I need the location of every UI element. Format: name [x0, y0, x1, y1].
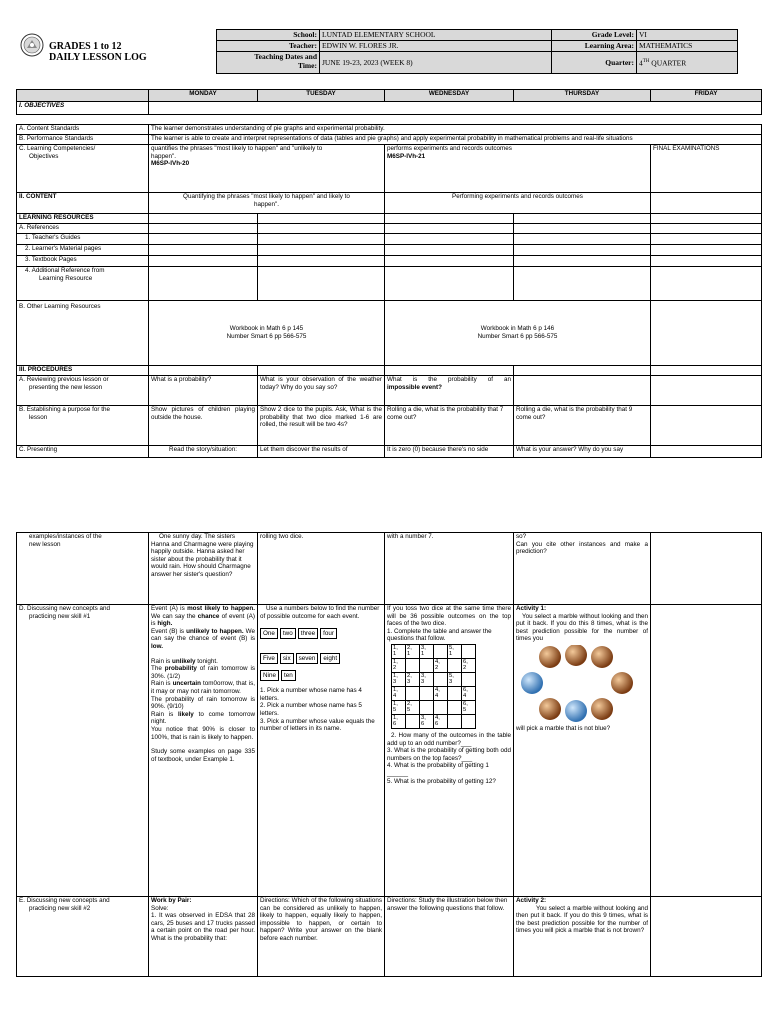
- number-words-row-3: [260, 670, 382, 681]
- area-value: MATHEMATICS: [637, 41, 738, 52]
- procedures-label: III. PROCEDURES: [17, 366, 149, 376]
- grade-value: VI: [637, 30, 738, 41]
- p2-e-wed: Directions: Study the illustration below then answer the following questions that follow.: [385, 897, 514, 977]
- lesson-table-page1: [16, 89, 762, 458]
- number-words-row-1: [260, 628, 382, 639]
- dice-grid-row: [392, 672, 476, 686]
- competency-wt-code: M6SP-IVh-21: [387, 152, 426, 160]
- proc-b-mon: Show pictures of children playing outside the house.: [149, 406, 258, 446]
- p2-e-label-2: practicing new skill #2: [29, 904, 91, 912]
- content-mon-tue: [149, 193, 385, 214]
- competencies-label-2: Objectives: [29, 152, 59, 160]
- p2-c-thu-2: Can you cite other instances and make a prediction?: [516, 540, 648, 556]
- day-header-wednesday: WEDNESDAY: [385, 90, 514, 102]
- proc-a-label-1: A. Reviewing previous lesson or: [19, 376, 109, 383]
- additional-reference-label: [17, 267, 149, 301]
- d-tue-q2: 2. Pick a number whose name has 5 letters.: [260, 702, 362, 717]
- d-wed-q5: 5. What is the probability of getting 12?: [387, 777, 496, 785]
- marble-brown: [591, 646, 613, 668]
- p2-e-label: [17, 897, 149, 977]
- dice-grid-row: [392, 714, 476, 728]
- marble-brown: [539, 698, 561, 720]
- p2-c-tue: rolling two dice.: [258, 533, 385, 605]
- dice-outcome-table: [391, 644, 476, 729]
- deped-seal-icon: [20, 33, 44, 57]
- marble-brown: [611, 672, 633, 694]
- dice-grid-cell: 3, 3: [420, 672, 434, 686]
- p2-d-wed: [385, 605, 514, 897]
- dice-grid-row: [392, 686, 476, 700]
- marble-brown: [565, 645, 587, 666]
- p2-d-tue: [258, 605, 385, 897]
- e-mon-text: 1. It was observed in EDSA that 28 cars, 25 buses and 17 trucks passed a certain point on the road per hour. What is the probability that:: [151, 912, 255, 942]
- additional-ref-1: 4. Additional Reference from: [25, 267, 105, 274]
- p2-d-label: [17, 605, 149, 897]
- objectives-cell: [149, 102, 762, 115]
- content-mt-2: happen".: [254, 200, 279, 208]
- content-standards-text: The learner demonstrates understanding of pie graphs and experimental probability.: [149, 125, 762, 135]
- other-resources-label: B. Other Learning Resources: [17, 301, 149, 366]
- dice-grid-cell: [462, 644, 476, 658]
- d-thu-text: You select a marble without looking and then put it back. If you do this 8 times, what is the best prediction possible for the number of times you: [516, 612, 648, 643]
- day-header-friday: FRIDAY: [651, 90, 762, 102]
- proc-b-thu: Rolling a die, what is the probability that 9 come out?: [514, 406, 651, 446]
- title-line-2: DAILY LESSON LOG: [49, 52, 147, 63]
- proc-c-thu: What is your answer? Why do you say: [514, 446, 651, 458]
- dice-grid-cell: 1, 6: [392, 714, 406, 728]
- e-mon-solve: Solve:: [151, 904, 169, 912]
- d-mon-p7: Rain is likely to come tomorrow night.: [151, 710, 256, 726]
- dice-grid-cell: [406, 714, 420, 728]
- proc-a-label: [17, 376, 149, 406]
- p2-c-label-1: examples/instances of the: [29, 533, 102, 540]
- marble-brown: [591, 698, 613, 720]
- d-mon-p2: Event (B) is unlikely to happen. We can say the chance of event (B) is low.: [151, 627, 256, 650]
- p2-e-label-1: E. Discussing new concepts and: [19, 897, 110, 904]
- number-words-row-2: [260, 653, 382, 664]
- dice-grid-row: [392, 658, 476, 672]
- marble-blue: [521, 672, 543, 694]
- proc-b-label: [17, 406, 149, 446]
- dice-grid-cell: [420, 700, 434, 714]
- quarter-value: [637, 52, 738, 74]
- quarter-label: Quarter:: [552, 52, 637, 74]
- d-thu-title: Activity 1:: [516, 605, 547, 612]
- content-wed-thu: Performing experiments and records outcomes: [385, 193, 651, 214]
- competency-wed-thu: [385, 145, 651, 193]
- workbook-mt: Workbook in Math 6 p 145: [229, 325, 304, 333]
- dice-grid-cell: 2, 1: [406, 644, 420, 658]
- dice-grid-row: [392, 644, 476, 658]
- competency-fri: FINAL EXAMINATIONS: [651, 145, 762, 193]
- p2-c-mon: One sunny day. The sisters Hanna and Charmagne were playing happily outside. Hanna asked her sister about the probability that it would rain. How should Charmagne answer her sister's question?: [149, 533, 258, 605]
- proc-a-label-2: presenting the new lesson: [29, 383, 103, 391]
- dates-label: [217, 52, 320, 74]
- proc-a-tue: What is your observation of the weather today? Why do you say so?: [258, 376, 385, 406]
- school-label: School:: [217, 30, 320, 41]
- proc-c-label: C. Presenting: [17, 446, 149, 458]
- number-word-box: three: [298, 628, 318, 639]
- area-label: Learning Area:: [552, 41, 637, 52]
- d-mon-p3: Rain is unlikely tonight.: [151, 657, 218, 665]
- d-wed-q1: 1. Complete the table and answer the questions that follow.: [387, 627, 492, 643]
- dice-grid-cell: [420, 686, 434, 700]
- dice-grid-cell: [448, 686, 462, 700]
- e-thu-title: Activity 2:: [516, 897, 547, 904]
- d-tue-intro: Use a numbers below to find the number of possible outcome for each event.: [260, 605, 380, 620]
- spacer-row: [17, 115, 762, 125]
- p2-c-thu: [514, 533, 651, 605]
- numbersmart-wt: Number Smart 6 pp 566-575: [477, 333, 558, 340]
- other-resources-mon-tue: [149, 301, 385, 366]
- dice-grid-cell: 1, 4: [392, 686, 406, 700]
- d-wed-q4: 4. What is the probability of getting 1 ______: [387, 762, 489, 777]
- dice-grid-cell: [448, 700, 462, 714]
- content-mt-1: Quantifying the phrases "most likely to happen" and likely to: [183, 193, 350, 200]
- dice-grid-cell: 6, 2: [462, 658, 476, 672]
- dice-grid-cell: [448, 714, 462, 728]
- dice-grid-cell: [434, 672, 448, 686]
- dice-grid-cell: 1, 1: [392, 644, 406, 658]
- number-word-box: Nine: [260, 670, 279, 681]
- number-word-box: Five: [260, 653, 278, 664]
- p2-c-label-2: new lesson: [29, 540, 61, 548]
- p2-d-thu: [514, 605, 651, 897]
- d-thu-after: will pick a marble that is not blue?: [516, 724, 611, 732]
- proc-b-label-1: B. Establishing a purpose for the: [19, 406, 111, 413]
- dice-grid-cell: [462, 672, 476, 686]
- dice-grid-cell: 2, 5: [406, 700, 420, 714]
- competencies-label-1: C. Learning Competencies/: [19, 145, 96, 152]
- p2-d-mon: [149, 605, 258, 897]
- competency-wt-1: performs experiments and records outcomes: [387, 145, 512, 152]
- teacher-value: EDWIN W. FLORES JR.: [320, 41, 552, 52]
- objectives-label: I. OBJECTIVES: [17, 102, 149, 115]
- dice-grid-cell: 6, 4: [462, 686, 476, 700]
- quarter-sup: TH: [642, 59, 650, 65]
- p2-c-wed: with a number 7.: [385, 533, 514, 605]
- d-wed-q2: 2. How many of the outcomes in the table add up to an odd number?___: [387, 731, 511, 747]
- dice-grid-cell: [420, 658, 434, 672]
- p2-c-thu-1: so?: [516, 533, 527, 540]
- number-word-box: four: [320, 628, 337, 639]
- dice-grid-cell: [434, 700, 448, 714]
- number-word-box: six: [280, 653, 294, 664]
- proc-b-wed: Rolling a die, what is the probability that 7 come out?: [385, 406, 514, 446]
- content-fri: [651, 193, 762, 214]
- dice-grid-cell: [406, 686, 420, 700]
- proc-c-mon: Read the story/situation:: [149, 446, 258, 458]
- proc-a-mon: What is a probability?: [149, 376, 258, 406]
- d-mon-p1: Event (A) is most likely to happen. We can say the chance of event (A) is high.: [151, 605, 255, 628]
- references-label: A. References: [17, 224, 149, 234]
- d-wed-q3: 3. What is the probability of getting both odd numbers on the top faces?___: [387, 747, 511, 762]
- competency-mt-2: happen".: [151, 152, 176, 160]
- dice-grid-cell: 5, 1: [448, 644, 462, 658]
- d-tue-q3: 3. Pick a number whose value equals the number of letters in its name.: [260, 717, 375, 733]
- dice-grid-cell: 5, 3: [448, 672, 462, 686]
- other-resources-wed-thu: [385, 301, 651, 366]
- day-header-monday: MONDAY: [149, 90, 258, 102]
- dice-grid-cell: 4, 4: [434, 686, 448, 700]
- form-title: [49, 41, 147, 63]
- d-mon-p9: Study some examples on page 335 of textbook, under Example 1.: [151, 748, 255, 763]
- numbersmart-mt: Number Smart 6 pp 566-575: [226, 333, 307, 340]
- day-header-thursday: THURSDAY: [514, 90, 651, 102]
- marble-brown: [539, 646, 561, 668]
- d-mon-p8: You notice that 90% is closer to 100%, that is rain is likely to happen.: [151, 725, 255, 741]
- school-value: LUNTAD ELEMENTARY SCHOOL: [320, 30, 552, 41]
- dice-grid-cell: 3, 6: [420, 714, 434, 728]
- p2-c-label: [17, 533, 149, 605]
- dates-label-1: Teaching Dates and: [254, 52, 317, 61]
- d-mon-p5: Rain is uncertain tom0orrow, that is, it may or may not rain tomorrow.: [151, 680, 255, 695]
- d-mon-p4: The probability of rain tomorrow is 30%. (1/2): [151, 665, 255, 680]
- d-tue-q1: 1. Pick a number whose name has 4 letters.: [260, 687, 362, 702]
- dice-grid-cell: 1, 2: [392, 658, 406, 672]
- marble-blue: [565, 700, 587, 722]
- d-wed-intro: If you toss two dice at the same time there will be 36 possible outcomes on the top faces of the two dice.: [387, 605, 511, 628]
- quarter-num: 4: [639, 58, 643, 68]
- dice-grid-cell: 2, 3: [406, 672, 420, 686]
- dice-grid-cell: 4, 6: [434, 714, 448, 728]
- number-word-box: ten: [281, 670, 296, 681]
- header-info-table: [216, 29, 738, 74]
- dice-grid-cell: 6, 5: [462, 700, 476, 714]
- dice-grid-cell: 4, 2: [434, 658, 448, 672]
- proc-a-wed-2: impossible event?: [387, 383, 442, 391]
- performance-standards-text: The learner is able to create and interpret representations of data (tables and pie graphs) and apply experimental probability in mathematical problems and real-life situations: [149, 135, 762, 145]
- competency-mon-tue: [149, 145, 385, 193]
- p2-e-tue: Directions: Which of the following situations can be considered as unlikely to happen, likely to happen, equally likely to happen, impossible to happen, or certain to happen? Write your answer on the blank before each number.: [258, 897, 385, 977]
- number-word-box: two: [280, 628, 296, 639]
- p2-d-label-2: practicing new skill #1: [29, 612, 91, 620]
- day-header-tuesday: TUESDAY: [258, 90, 385, 102]
- proc-b-tue: Show 2 dice to the pupils. Ask, What is the probability that two dice marked 1-6 are rolled, the result will be two 4s?: [258, 406, 385, 446]
- e-thu-text: You select a marble without looking and then put it back. If you do this 9 times, what is the best prediction possible for the number of times you will pick a marble that is not brown?: [516, 904, 648, 935]
- dates-label-2: Time:: [297, 61, 317, 70]
- marbles-illustration: [518, 645, 646, 725]
- lesson-table-page2: [16, 532, 762, 977]
- workbook-wt: Workbook in Math 6 p 146: [480, 325, 555, 333]
- proc-b-label-2: lesson: [29, 413, 48, 421]
- grade-label: Grade Level:: [552, 30, 637, 41]
- e-mon-title: Work by Pair:: [151, 897, 192, 904]
- d-mon-p6: The probability of rain tomorrow is 90%. (9/10): [151, 695, 255, 711]
- dice-grid-cell: 1, 3: [392, 672, 406, 686]
- quarter-word: QUARTER: [649, 58, 687, 68]
- dice-grid-cell: [406, 658, 420, 672]
- teachers-guides-label: 1. Teacher's Guides: [17, 234, 149, 245]
- dates-value: JUNE 19-23, 2023 (WEEK 8): [320, 52, 552, 74]
- teacher-label: Teacher:: [217, 41, 320, 52]
- competency-mt-code: M6SP-IVh-20: [151, 160, 190, 168]
- p2-d-label-1: D. Discussing new concepts and: [19, 605, 111, 612]
- content-standards-label: A. Content Standards: [17, 125, 149, 135]
- resources-label: LEARNING RESOURCES: [17, 214, 149, 224]
- performance-standards-label: B. Performance Standards: [17, 135, 149, 145]
- p2-e-mon: [149, 897, 258, 977]
- dice-grid-row: [392, 700, 476, 714]
- number-word-box: eight: [320, 653, 340, 664]
- competency-mt-1: quantifies the phrases "most likely to happen" and "unlikely to: [151, 145, 323, 152]
- proc-a-wed-1: What is the probability of an: [387, 376, 511, 383]
- proc-c-wed: It is zero (0) because there's no side: [385, 446, 514, 458]
- learners-material-label: 2. Learner's Material pages: [17, 245, 149, 256]
- number-word-box: seven: [296, 653, 319, 664]
- proc-c-tue: Let them discover the results of: [258, 446, 385, 458]
- dice-grid-cell: 1, 5: [392, 700, 406, 714]
- day-header-blank: [17, 90, 149, 102]
- title-line-1: GRADES 1 to 12: [49, 41, 122, 52]
- proc-a-wed: [385, 376, 514, 406]
- number-word-box: One: [260, 628, 278, 639]
- additional-ref-2: Learning Resource: [39, 274, 93, 282]
- p2-e-thu: [514, 897, 651, 977]
- textbook-pages-label: 3. Textbook Pages: [17, 256, 149, 267]
- dice-grid-cell: [462, 714, 476, 728]
- competencies-label: [17, 145, 149, 193]
- content-label: II. CONTENT: [17, 193, 149, 214]
- dice-grid-cell: 3, 1: [420, 644, 434, 658]
- dice-grid-cell: [448, 658, 462, 672]
- dice-grid-cell: [434, 644, 448, 658]
